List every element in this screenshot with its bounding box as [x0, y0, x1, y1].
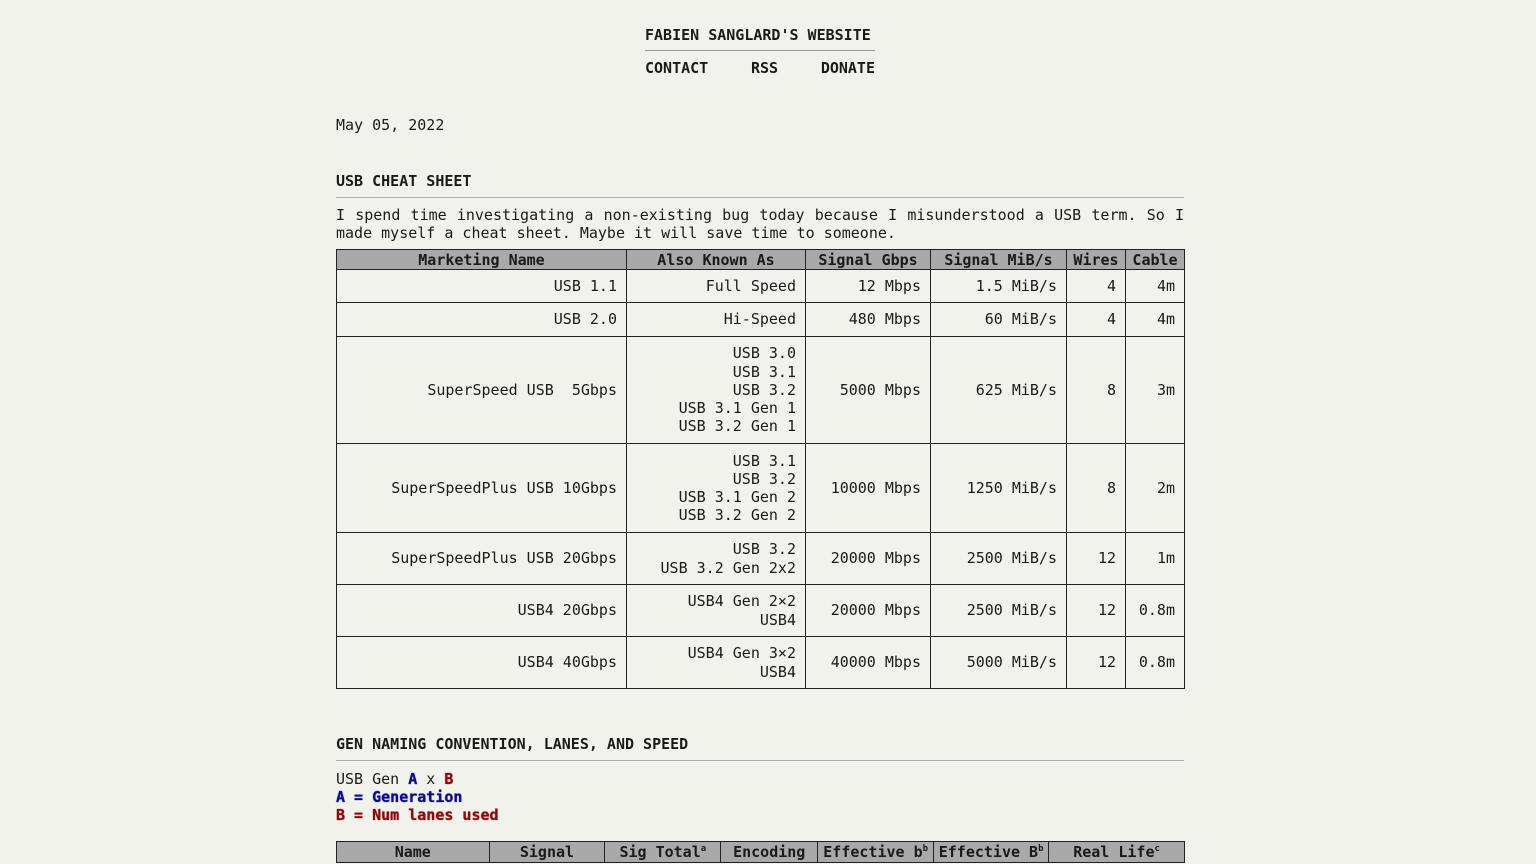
cell-signal-gbps: 5000 Mbps [806, 337, 931, 444]
aka-line: USB4 [759, 662, 796, 681]
cell-marketing-name: USB 1.1 [337, 270, 627, 303]
cell-signal-gbps: 20000 Mbps [806, 533, 931, 585]
aka-line: Full Speed [705, 276, 796, 295]
aka-line: USB4 [759, 610, 796, 629]
cell-cable: 0.8m [1126, 637, 1185, 689]
gen-formula-block [336, 770, 1184, 825]
cell-marketing-name: SuperSpeed USB 5Gbps [337, 337, 627, 444]
gen-header-label: Effective B [938, 842, 1039, 861]
header-cable: Cable [1126, 250, 1185, 270]
gen-header-label: Effective b [823, 842, 923, 861]
footnote-marker[interactable]: c [1154, 843, 1160, 854]
gen-definition-b: B = Num lanes used [336, 806, 499, 825]
article-title: USB CHEAT SHEET [336, 172, 1184, 198]
gen-header-label: Sig Total [619, 842, 701, 861]
usb-table-header-row [337, 250, 1185, 270]
table-row [337, 637, 1185, 689]
footnote-marker[interactable]: b [1038, 843, 1044, 854]
cell-signal-mibs: 5000 MiB/s [931, 637, 1067, 689]
formula-a: A [408, 770, 418, 788]
gen-header-cell [818, 841, 934, 862]
cell-cable: 4m [1126, 303, 1185, 337]
aka-line: USB 3.2 [732, 469, 796, 488]
footnote-marker[interactable]: a [700, 843, 707, 854]
cell-also-known-as [627, 444, 806, 533]
gen-header-cell [337, 841, 490, 862]
footnote-marker[interactable]: b [922, 843, 929, 854]
table-row [337, 444, 1185, 533]
gen-definition-a: A = Generation [336, 788, 463, 807]
gen-header-cell [721, 841, 818, 862]
cell-signal-gbps: 10000 Mbps [806, 444, 931, 533]
cell-wires: 4 [1067, 303, 1126, 337]
cell-signal-mibs: 60 MiB/s [931, 303, 1067, 337]
aka-line: USB4 Gen 2×2 [687, 592, 796, 611]
article-date: May 05, 2022 [336, 116, 445, 134]
aka-line: USB 3.1 Gen 2 [678, 488, 796, 506]
aka-line: USB 3.1 [732, 362, 796, 381]
cell-wires: 12 [1067, 585, 1126, 637]
cell-marketing-name: SuperSpeedPlus USB 20Gbps [337, 533, 627, 585]
usb-cheat-sheet-table [336, 249, 1185, 689]
cell-marketing-name: USB4 40Gbps [337, 637, 627, 689]
cell-also-known-as [627, 303, 806, 337]
gen-header-label: Real Life [1073, 842, 1155, 861]
cell-cable: 0.8m [1126, 585, 1185, 637]
gen-header-label: Encoding [733, 842, 806, 861]
cell-signal-gbps: 40000 Mbps [806, 637, 931, 689]
cell-signal-gbps: 12 Mbps [806, 270, 931, 303]
table-row [337, 270, 1185, 303]
cell-signal-gbps: 480 Mbps [806, 303, 931, 337]
table-row [337, 337, 1185, 444]
gen-header-cell [1049, 841, 1185, 862]
gen-section-title: GEN NAMING CONVENTION, LANES, AND SPEED [336, 735, 1184, 761]
formula-prefix: USB Gen [336, 770, 409, 788]
table-row [337, 533, 1185, 585]
site-title[interactable]: FABIEN SANGLARD'S WEBSITE [645, 26, 875, 51]
cell-cable: 4m [1126, 270, 1185, 303]
cell-signal-mibs: 1250 MiB/s [931, 444, 1067, 533]
cell-signal-mibs: 2500 MiB/s [931, 585, 1067, 637]
aka-line: USB 3.2 Gen 1 [678, 417, 796, 436]
aka-line: USB 3.2 Gen 2x2 [660, 558, 796, 577]
cell-signal-mibs: 1.5 MiB/s [931, 270, 1067, 303]
cell-cable: 1m [1126, 533, 1185, 585]
aka-line: USB 3.1 [732, 451, 796, 470]
cell-cable: 3m [1126, 337, 1185, 444]
cell-cable: 2m [1126, 444, 1185, 533]
table-row [337, 585, 1185, 637]
cell-signal-mibs: 625 MiB/s [931, 337, 1067, 444]
gen-table-header-row [337, 841, 1185, 862]
cell-wires: 12 [1067, 637, 1126, 689]
gen-formula [336, 770, 1184, 788]
cell-marketing-name: USB4 20Gbps [337, 585, 627, 637]
aka-line: USB4 Gen 3×2 [687, 644, 796, 663]
nav-contact-link[interactable]: CONTACT [645, 59, 709, 77]
cell-wires: 12 [1067, 533, 1126, 585]
article [336, 116, 1184, 863]
cell-also-known-as [627, 337, 806, 444]
cell-wires: 4 [1067, 270, 1126, 303]
aka-line: USB 3.2 [732, 380, 796, 399]
header-also-known-as: Also Known As [627, 250, 806, 270]
header-signal-gbps: Signal Gbps [806, 250, 931, 270]
cell-signal-gbps: 20000 Mbps [806, 585, 931, 637]
nav-rss-link[interactable]: RSS [750, 59, 779, 77]
gen-speed-table [336, 841, 1185, 863]
aka-line: Hi-Speed [723, 310, 796, 329]
gen-header-label: Signal [519, 842, 575, 861]
cell-marketing-name: SuperSpeedPlus USB 10Gbps [337, 444, 627, 533]
gen-header-cell [489, 841, 605, 862]
cell-also-known-as [627, 637, 806, 689]
gen-header-label: Name [394, 842, 431, 861]
usb-table-body [337, 270, 1185, 689]
cell-marketing-name: USB 2.0 [337, 303, 627, 337]
cell-also-known-as [627, 270, 806, 303]
cell-wires: 8 [1067, 337, 1126, 444]
aka-line: USB 3.2 Gen 2 [678, 506, 796, 525]
aka-line: USB 3.1 Gen 1 [678, 399, 796, 418]
site-header [645, 26, 875, 77]
aka-line: USB 3.0 [732, 344, 796, 363]
site-nav [645, 59, 875, 77]
header-marketing-name: Marketing Name [337, 250, 627, 270]
article-intro: I spend time investigating a non-existing bug today because I misunderstood a USB term. So I made myself a cheat sheet. Maybe it will save time to someone. [336, 206, 1184, 242]
table-row [337, 303, 1185, 337]
formula-b: B [444, 770, 454, 788]
cell-wires: 8 [1067, 444, 1126, 533]
nav-donate-link[interactable]: DONATE [820, 59, 875, 77]
cell-also-known-as [627, 585, 806, 637]
aka-line: USB 3.2 [732, 540, 796, 559]
cell-signal-mibs: 2500 MiB/s [931, 533, 1067, 585]
header-wires: Wires [1067, 250, 1126, 270]
gen-header-cell [934, 841, 1049, 862]
cell-also-known-as [627, 533, 806, 585]
header-signal-mibs: Signal MiB/s [931, 250, 1067, 270]
gen-header-cell [605, 841, 721, 862]
formula-x: x [417, 770, 445, 788]
